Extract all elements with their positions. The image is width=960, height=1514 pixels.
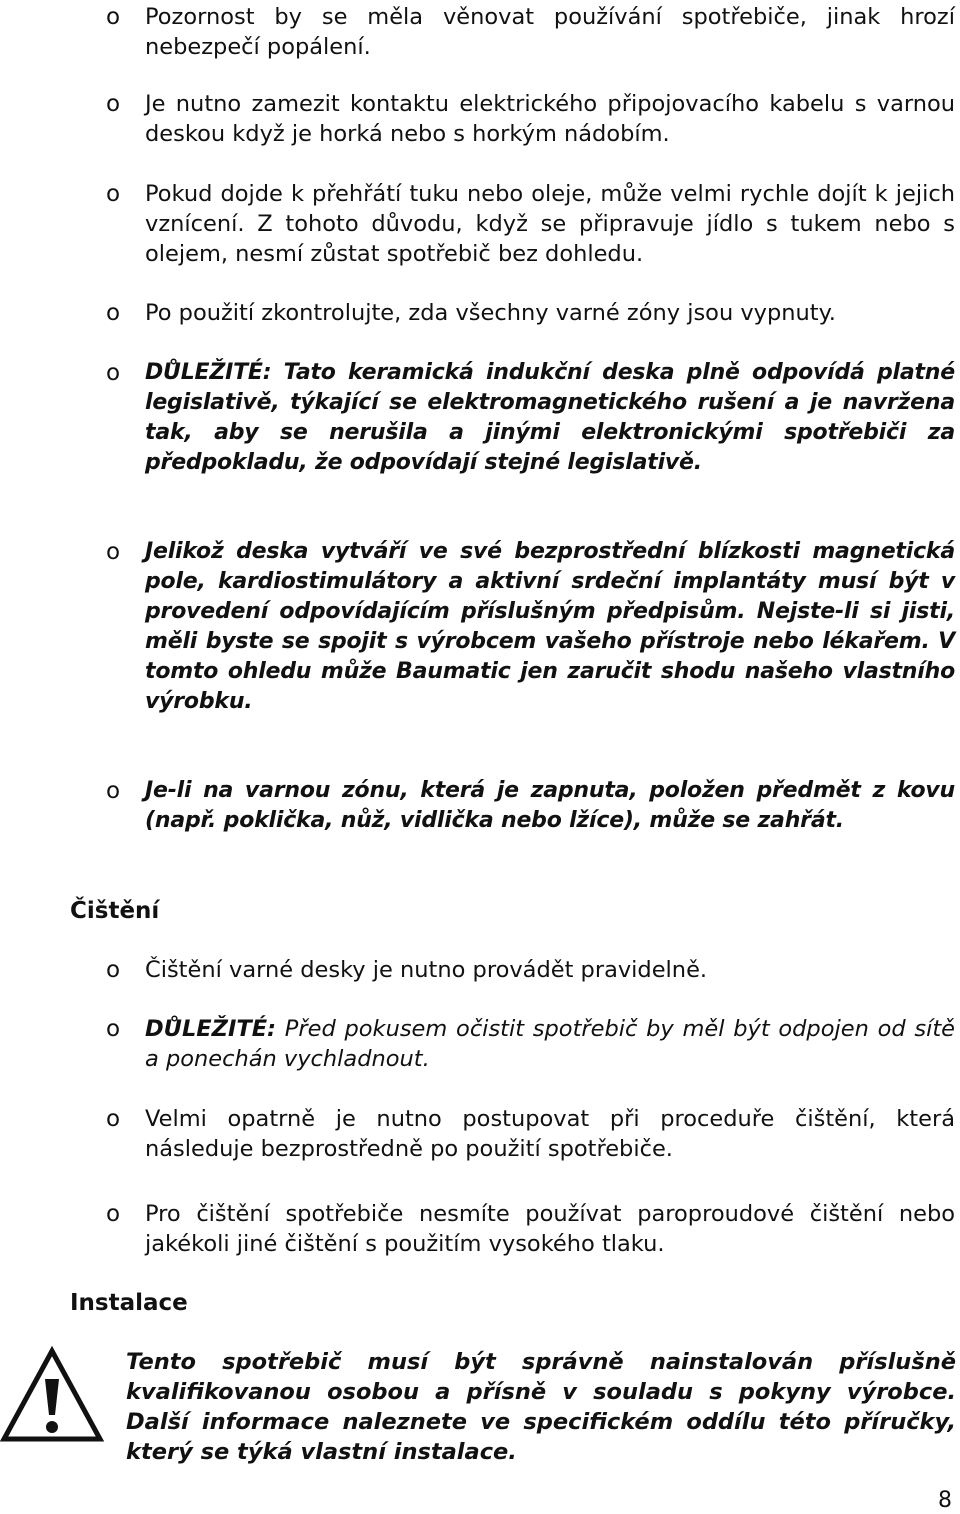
pacemaker-warning-text: Jelikož deska vytváří ve své bezprostřední blízkosti magnetická pole, kardiostimulátory a aktivní srdeční implantáty musí být v provedení odpovídajícím příslušným předpisům. Nejste-li si jisti, měli byste se spojit s výrobcem vašeho přístroje nebo lékařem. V tomto ohledu může Baumatic jen zaručit shodu našeho vlastního výrobku. bbox=[145, 539, 955, 714]
important-text: Před pokusem očistit spotřebič by měl být odpojen od sítě a ponechán vychladnout. bbox=[145, 1016, 955, 1072]
bullet-symbol: o bbox=[106, 957, 121, 983]
installation-warning-text: Tento spotřebič musí být správně nainstalován příslušně kvalifikovanou osobou a přísně v souladu s pokyny výrobce. Další informace naleznete ve specifickém oddílu této příručky, který se týká vlastní instalace. bbox=[126, 1349, 956, 1465]
list-item-text: Pokud dojde k přehřátí tuku nebo oleje, může velmi rychle dojít k jejich vznícení. Z tohoto důvodu, když se připravuje jídlo s tukem nebo s olejem, nesmí zůstat spotřebič bez dohledu. bbox=[145, 181, 955, 267]
warning-triangle-icon bbox=[0, 1345, 104, 1445]
bullet-symbol: o bbox=[106, 4, 121, 30]
important-label: DŮLEŽITÉ: bbox=[145, 1016, 277, 1042]
list-item-text: Pro čištění spotřebiče nesmíte používat paroproudové čištění nebo jakékoli jiné čištění s použitím vysokého tlaku. bbox=[145, 1201, 955, 1257]
bullet-symbol: o bbox=[106, 360, 121, 386]
bullet-symbol: o bbox=[106, 1201, 121, 1227]
list-item-text bbox=[145, 1014, 955, 1074]
installation-heading: Instalace bbox=[70, 1290, 188, 1316]
bullet-symbol: o bbox=[106, 181, 121, 207]
bullet-symbol: o bbox=[106, 300, 121, 326]
list-item-text: Je nutno zamezit kontaktu elektrického připojovacího kabelu s varnou deskou když je horká nebo s horkým nádobím. bbox=[145, 91, 955, 147]
metal-object-warning-text: Je-li na varnou zónu, která je zapnuta, položen předmět z kovu (např. poklička, nůž, vidlička nebo lžíce), může se zahřát. bbox=[145, 778, 955, 833]
bullet-symbol: o bbox=[106, 539, 121, 565]
bullet-symbol: o bbox=[106, 778, 121, 804]
important-emc-text: DŮLEŽITÉ: Tato keramická indukční deska plně odpovídá platné legislativě, týkající se elektromagnetického rušení a je navržena tak, aby se nerušila a jinými elektronickými spotřebiči za předpokladu, že odpovídají stejné legislativě. bbox=[145, 360, 955, 475]
bullet-symbol: o bbox=[106, 1106, 121, 1132]
list-item-text: Čištění varné desky je nutno provádět pravidelně. bbox=[145, 957, 708, 983]
list-item-text: Velmi opatrně je nutno postupovat při proceduře čištění, která následuje bezprostředně po použití spotřebiče. bbox=[145, 1106, 955, 1162]
list-item-text: Po použití zkontrolujte, zda všechny varné zóny jsou vypnuty. bbox=[145, 300, 836, 326]
bullet-symbol: o bbox=[106, 91, 121, 117]
cleaning-heading: Čištění bbox=[70, 898, 160, 924]
page-number: 8 bbox=[938, 1488, 952, 1513]
bullet-symbol: o bbox=[106, 1016, 121, 1042]
list-item-text: Pozornost by se měla věnovat používání spotřebiče, jinak hrozí nebezpečí popálení. bbox=[145, 4, 955, 60]
